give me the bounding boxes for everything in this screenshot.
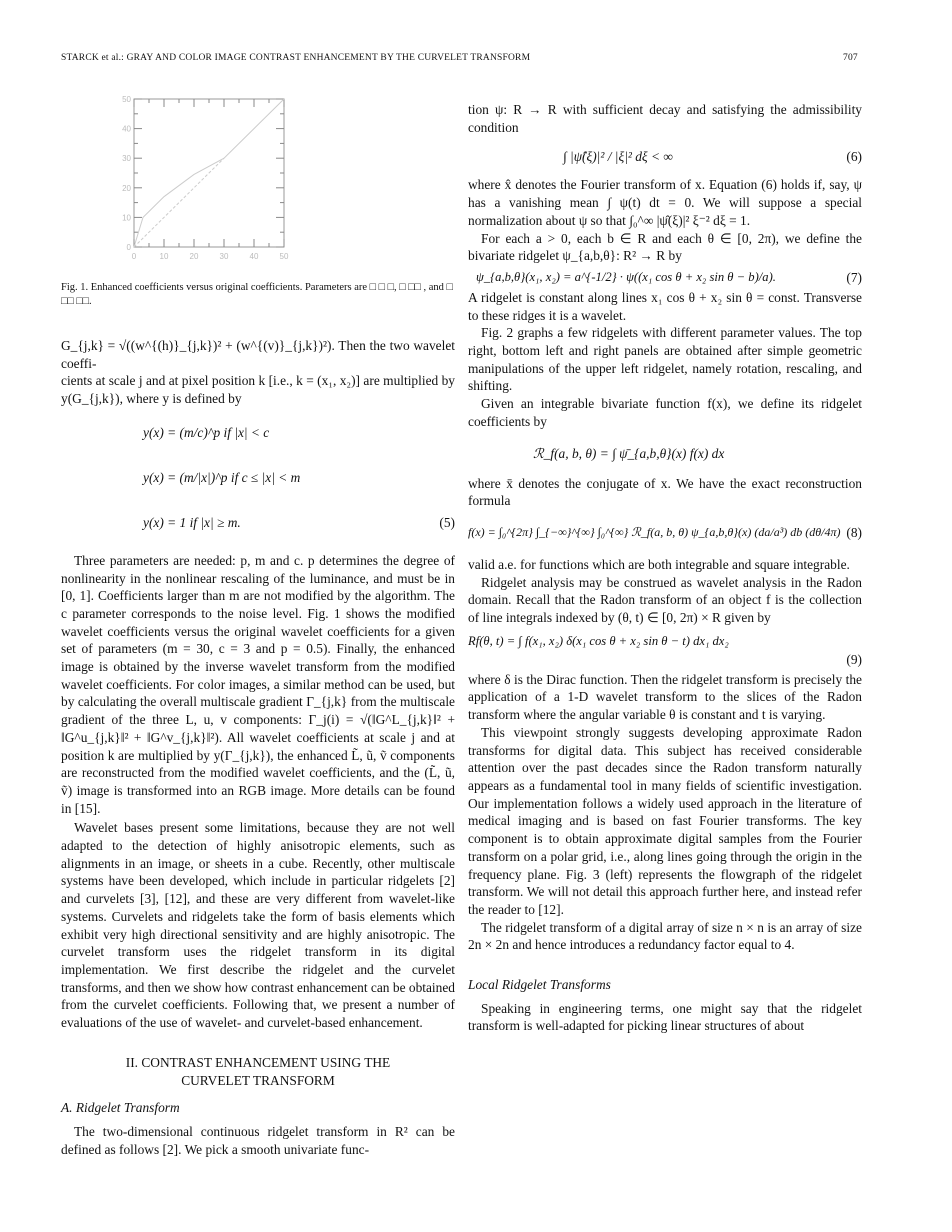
y-tick-label: 20	[122, 183, 131, 193]
equation-line: ∫ |ψ̂(ξ)|² / |ξ|² dξ < ∞	[563, 149, 673, 165]
equation-number: (7)	[846, 269, 862, 285]
section-heading-line: CURVELET TRANSFORM	[181, 1072, 335, 1088]
equation-line: y(x) = 1 if |x| ≥ m.	[143, 514, 241, 530]
equation-line: f(x) = ∫₀^{2π} ∫_{−∞}^{∞} ∫₀^{∞} ℛ_f(a, b, θ) ψ_{a,b,θ}(x) (da/a³) db (dθ/4π)	[468, 524, 841, 539]
x-tick-label: 0	[131, 252, 137, 261]
equation-number: (6)	[846, 149, 862, 165]
y-tick-label: 10	[122, 213, 131, 223]
page-number: 707	[843, 53, 858, 63]
equation-6	[468, 136, 862, 176]
equation-8	[468, 510, 862, 556]
section-heading-line: II. CONTRAST ENHANCEMENT USING THE	[125, 1054, 391, 1070]
paragraph: For each a > 0, each b ∈ R and each θ ∈ [0, 2π), we define the bivariate ridgelet ψ_{a,b,θ}: R² → R by	[468, 230, 862, 264]
paragraph: Given an integrable bivariate function f(x), we define its ridgelet coefficients by	[468, 396, 862, 429]
equation-line: ℛ_f(a, b, θ) = ∫ ψ̄_{a,b,θ}(x) f(x) dx	[533, 445, 725, 461]
equation-number: (8)	[846, 524, 862, 540]
paragraph: tion ψ: R → R with sufficient decay and satisfying the admissibility condition	[468, 102, 862, 135]
figure-1-caption: Fig. 1. Enhanced coefficients versus original coefficients. Parameters are □ □ □, □ □□ , and □ □□ □□.	[61, 282, 453, 307]
y-tick-label: 0	[126, 243, 131, 252]
y-tick-label: 50	[122, 95, 131, 104]
equation-number: (9)	[846, 651, 862, 667]
paragraph: A ridgelet is constant along lines x₁ cos θ + x₂ sin θ = const. Transverse to these ridges it is a wavelet.	[468, 289, 862, 323]
left-column	[61, 337, 455, 1158]
subsection-heading: A. Ridgelet Transform	[61, 1100, 180, 1116]
paragraph: cients at scale j and at pixel position k [i.e., k = (x₁, x₂)] are multiplied by y(G_{j,k}), where y is defined by	[61, 373, 455, 407]
subsection-heading: Local Ridgelet Transforms	[468, 977, 611, 993]
equation-number: (5)	[439, 514, 455, 530]
paragraph: where x̂ denotes the Fourier transform of x. Equation (6) holds if, say, ψ has a vanishing mean ∫ ψ(t) dt = 0. We will suppose a special normalization about ψ so that ∫₀^∞ |ψ̂(ξ)|² ξ⁻² dξ = 1.	[468, 177, 862, 228]
y-tick-label: 40	[122, 124, 131, 134]
paragraph: The ridgelet transform of a digital array of size n × n is an array of size 2n × 2n and hence introduces a redundancy factor equal to 4.	[468, 919, 862, 953]
figure-1-chart	[110, 92, 310, 262]
section-heading	[61, 1054, 455, 1089]
paragraph: where x̄ denotes the conjugate of x. We have the exact reconstruction formula	[468, 475, 862, 509]
x-tick-label: 10	[159, 252, 169, 261]
x-tick-label: 40	[249, 252, 259, 261]
paragraph: Fig. 2 graphs a few ridgelets with different parameter values. The top right, bottom left and right panels are obtained after simple geometric manipulations of the upper left ridgelet, namely rotation, rescaling, and shifting.	[468, 325, 862, 394]
right-column	[468, 101, 862, 1035]
equation-ridgelet-coefficients	[468, 431, 862, 475]
y-tick-label: 30	[122, 154, 131, 164]
paragraph: G_{j,k} = √((w^{(h)}_{j,k})² + (w^{(v)}_{j,k})²). Then the two wavelet coeffi-	[61, 338, 455, 371]
paragraph: The two-dimensional continuous ridgelet transform in R² can be defined as follows [2]. We pick a smooth univariate func-	[61, 1123, 455, 1157]
x-tick-label: 20	[189, 252, 199, 261]
x-tick-label: 50	[279, 252, 289, 261]
paragraph: Three parameters are needed: p, m and c. p determines the degree of nonlinearity in the nonlinear rescaling of the luminance, and must be in [0, 1]. Coefficients larger than m are not modified by the algorithm. The c parameter corresponds to the noise level. Fig. 1 shows the modified wavelet coefficients versus the original wavelet coefficients for a given set of parameters (m = 30, c = 3 and p = 0.5). Finally, the enhanced image is obtained by the inverse wavelet transform from the modified wavelet coefficients. For color images, a similar method can be used, but by calculating the overall multiscale gradient Γ_{j,k} from the multiscale gradient of the three L, u, v components: Γ_j(i) = √(‖G^L_{j,k}‖² + ‖G^u_{j,k}‖² + ‖G^v_{j,k}‖²). All wavelet coefficients at scale j and at position k are multiplied by y(Γ_{j,k}), the enhanced L̃, ũ, ṽ components are reconstructed from the modified wavelet coefficients, and the (L̃, ũ, ṽ) image is transformed into an RGB image. More details can be found in [15].	[61, 552, 455, 816]
paragraph: This viewpoint strongly suggests developing approximate Radon transforms for digital data. This subject has received considerable attention over the past decades since the Radon transform naturally appears as a fundamental tool in many fields of scientific investigation. Our implementation follows a widely used approach in the literature of medical imaging and is based on fast Fourier transforms. The key component is to obtain approximate digital samples from the Fourier transform on a polar grid, i.e., along lines going through the origin in the frequency plane. Fig. 3 (left) represents the flowgraph of the ridgelet transform. We will not detail this approach further here, and instead refer the reader to [12].	[468, 724, 862, 917]
running-title: STARCK et al.: GRAY AND COLOR IMAGE CONTRAST ENHANCEMENT BY THE CURVELET TRANSFORM	[61, 53, 531, 63]
equation-line: ψ_{a,b,θ}(x₁, x₂) = a^{-1/2} · ψ((x₁ cos θ + x₂ sin θ − b)/a).	[476, 269, 776, 284]
equation-9	[468, 627, 862, 671]
equation-5	[61, 414, 455, 542]
paragraph: Ridgelet analysis may be construed as wavelet analysis in the Radon domain. Recall that the Radon transform of an object f is the collection of line integrals indexed by (θ, t) ∈ [0, 2π) × R given by	[468, 574, 862, 626]
equation-line: y(x) = (m/c)^p if |x| < c	[143, 424, 270, 440]
paragraph: where δ is the Dirac function. Then the ridgelet transform is precisely the application of a 1-D wavelet transform to the slices of the Radon transform where the angular variable θ is constant and t is varying.	[468, 671, 862, 723]
equation-line: y(x) = (m/|x|)^p if c ≤ |x| < m	[143, 469, 301, 485]
paragraph: Wavelet bases present some limitations, because they are not well adapted to the detection of highly anisotropic elements, such as alignments in an image, or sheets in a cube. Recently, other multiscale systems have been developed, which include in particular ridgelets [2] and curvelets [3], [12], and these are very different from wavelet-like systems. Curvelets and ridgelets take the form of basis elements which exhibit very high directional sensitivity and are highly anisotropic. The curvelet transform uses the ridgelet transform in its digital implementation. We first describe the ridgelet and the curvelet transforms, and then we show how contrast enhancement can be obtained from the curvelet coefficients. Following that, we present a number of evaluations of the use of wavelet- and curvelet-based enhancement.	[61, 820, 455, 1031]
equation-7	[468, 265, 862, 289]
paragraph: Speaking in engineering terms, one might say that the ridgelet transform is well-adapted for picking linear structures of about	[468, 1000, 862, 1034]
paragraph: valid a.e. for functions which are both integrable and square integrable.	[468, 556, 850, 572]
equation-line: Rf(θ, t) = ∫ f(x₁, x₂) δ(x₁ cos θ + x₂ sin θ − t) dx₁ dx₂	[468, 633, 729, 648]
series-line-original	[134, 158, 224, 247]
x-tick-label: 30	[219, 252, 229, 261]
